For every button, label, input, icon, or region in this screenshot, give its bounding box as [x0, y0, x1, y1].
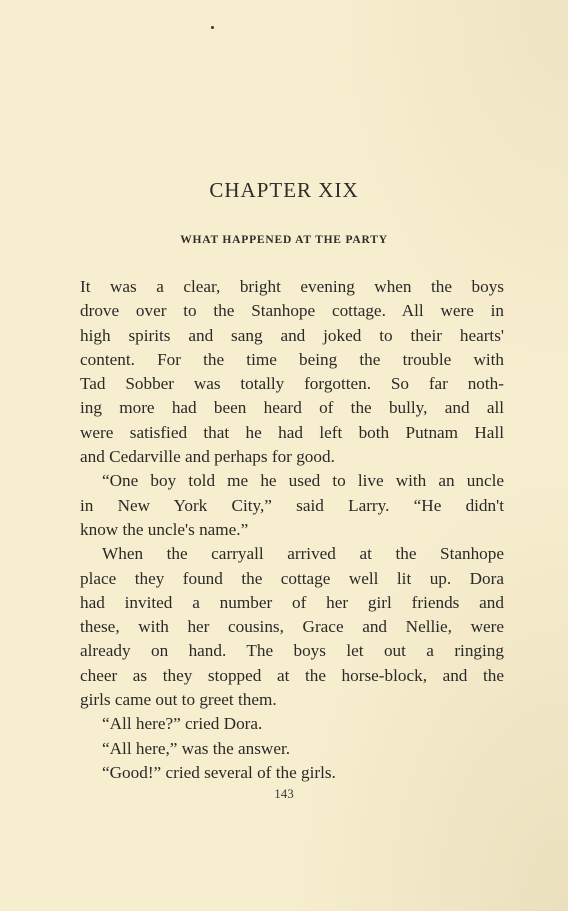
- paragraph: [80, 469, 504, 542]
- text-line: “One boy told me he used to live with an uncle: [102, 471, 504, 491]
- chapter-heading: CHAPTER XIX: [209, 178, 359, 202]
- text-line: “All here,” was the answer.: [102, 738, 291, 758]
- page-number: 143: [274, 786, 294, 801]
- text-line: “Good!” cried several of the girls.: [102, 762, 336, 782]
- paragraph: [80, 761, 504, 785]
- chapter-title: WHAT HAPPENED AT THE PARTY: [180, 234, 388, 246]
- text-line: these, with her cousins, Grace and Nellie, were: [80, 617, 504, 637]
- text-line: and Cedarville and perhaps for good.: [80, 447, 335, 467]
- paragraph: [80, 712, 504, 736]
- paragraph: [80, 737, 504, 761]
- text-line: were satisfied that he had left both Putnam Hall: [80, 422, 504, 442]
- text-line: drove over to the Stanhope cottage. All were in: [80, 301, 504, 321]
- text-line: ing more had been heard of the bully, and all: [80, 398, 504, 418]
- paragraph: [80, 275, 504, 469]
- ink-speck: [211, 26, 214, 29]
- text-line: cheer as they stopped at the horse-block, and the: [80, 665, 504, 685]
- text-line: girls came out to greet them.: [80, 690, 277, 710]
- text-line: know the uncle's name.”: [80, 519, 249, 539]
- text-line: Tad Sobber was totally forgotten. So far noth-: [80, 374, 504, 394]
- text-line: content. For the time being the trouble with: [80, 349, 504, 369]
- text-line: “All here?” cried Dora.: [102, 714, 263, 734]
- text-line: place they found the cottage well lit up. Dora: [80, 568, 504, 588]
- paragraph: [80, 542, 504, 712]
- text-line: high spirits and sang and joked to their hearts': [80, 325, 504, 345]
- text-line: had invited a number of her girl friends and: [80, 592, 504, 612]
- text-line: already on hand. The boys let out a ringing: [80, 641, 504, 661]
- text-line: When the carryall arrived at the Stanhope: [102, 544, 504, 564]
- body-text: [80, 275, 504, 785]
- text-line: in New York City,” said Larry. “He didn't: [80, 495, 504, 515]
- text-line: It was a clear, bright evening when the boys: [80, 277, 504, 296]
